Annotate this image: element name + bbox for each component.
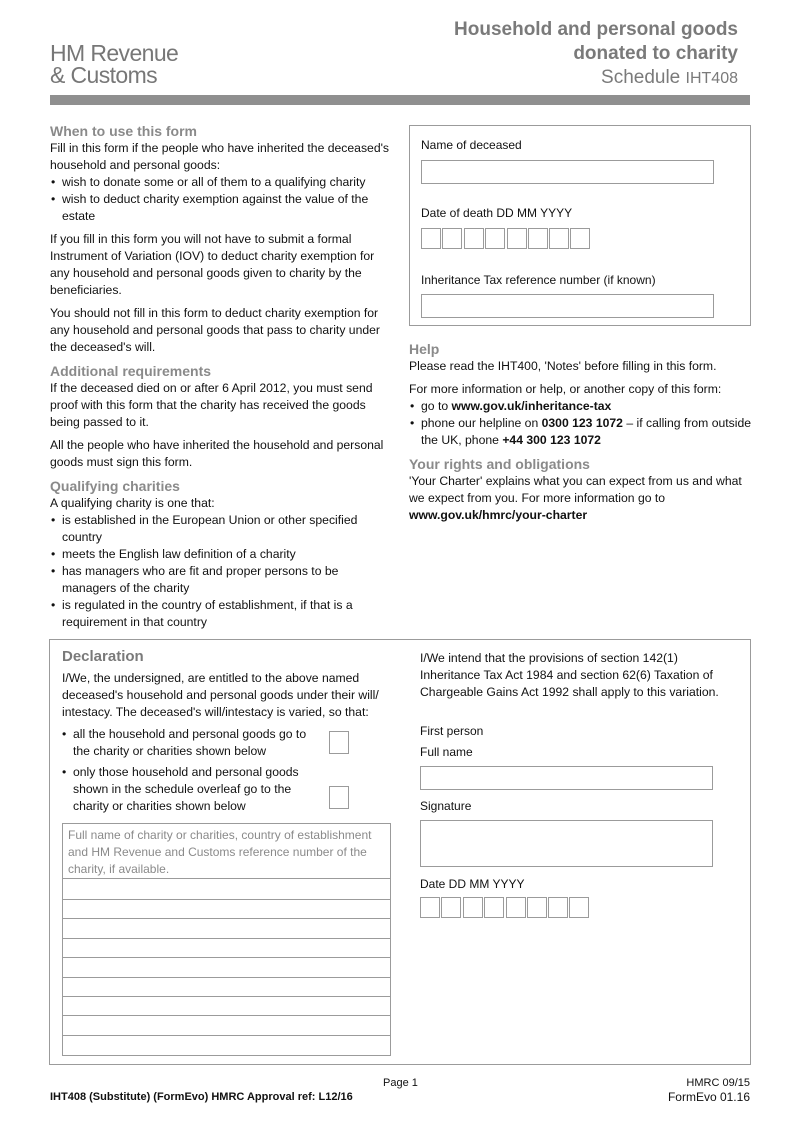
left-column — [50, 122, 390, 637]
date-digit-box[interactable] — [570, 228, 590, 249]
formevo-version: FormEvo 01.16 — [667, 1090, 750, 1104]
date-digit-box[interactable] — [442, 228, 462, 249]
deceased-name-field[interactable] — [421, 160, 714, 184]
table-row-line — [63, 1035, 390, 1036]
date-digit-box[interactable] — [569, 897, 589, 918]
logo-line-1: HM Revenue — [50, 40, 179, 66]
declaration-heading: Declaration — [62, 648, 144, 665]
date-digit-box[interactable] — [507, 228, 527, 249]
help-bullet-1-text: go to — [421, 399, 452, 413]
rights-heading: Your rights and obligations — [409, 456, 590, 472]
iht-reference-field[interactable] — [421, 294, 714, 318]
hmrc-version: HMRC 09/15 — [686, 1077, 750, 1089]
page-number: Page 1 — [383, 1077, 418, 1089]
option-some-goods-label: only those household and personal goods shown in the schedule overleaf go to the charity or charities shown below — [73, 765, 299, 813]
right-column — [409, 340, 754, 524]
rights-para: 'Your Charter' explains what you can expect from us and what we expect from you. For more information go to — [409, 474, 742, 505]
qualifying-list — [50, 512, 390, 631]
table-row-line — [63, 918, 390, 919]
option-some-goods-checkbox[interactable] — [329, 786, 349, 809]
approval-reference: IHT408 (Substitute) (FormEvo) HMRC Approval ref: L12/16 — [50, 1091, 353, 1103]
title-line-1: Household and personal goods — [454, 19, 738, 40]
help-para-1: Please read the IHT400, 'Notes' before filling in this form. — [409, 359, 717, 373]
date-of-death-field[interactable] — [421, 228, 591, 249]
date-digit-box[interactable] — [528, 228, 548, 249]
form-title — [454, 18, 738, 91]
table-row-line — [63, 977, 390, 978]
signature-date-label: Date DD MM YYYY — [420, 877, 525, 891]
iht-reference-label: Inheritance Tax reference number (if known) — [421, 273, 656, 287]
date-digit-box[interactable] — [506, 897, 526, 918]
header-divider — [50, 95, 750, 105]
list-item: • meets the English law definition of a charity — [50, 546, 390, 563]
charity-table — [62, 823, 391, 1056]
additional-para-1: If the deceased died on or after 6 April 2012, you must send proof with this form that the charity has received the goods being passed to it. — [50, 381, 373, 429]
additional-heading: Additional requirements — [50, 363, 212, 379]
list-item: • is regulated in the country of establishment, if that is a requirement in that country — [50, 597, 390, 631]
option-all-goods: • all the household and personal goods go to the charity or charities shown below — [62, 727, 307, 758]
title-line-2: donated to charity — [573, 43, 738, 64]
date-digit-box[interactable] — [441, 897, 461, 918]
date-of-death-label: Date of death DD MM YYYY — [421, 206, 573, 220]
schedule-code: IHT408 — [685, 70, 738, 87]
help-bullet-2-mid: – if calling from outside the UK, phone — [421, 416, 751, 447]
schedule-line — [454, 66, 738, 91]
date-digit-box[interactable] — [463, 897, 483, 918]
hmrc-logo — [50, 42, 178, 86]
qualifying-intro: A qualifying charity is one that: — [50, 496, 215, 510]
table-row-line — [63, 878, 390, 879]
signature-label: Signature — [420, 799, 472, 813]
schedule-word: Schedule — [601, 67, 681, 88]
international-number: +44 300 123 1072 — [502, 433, 601, 447]
logo-line-2: & Customs — [50, 62, 158, 88]
option-some-goods: • only those household and personal goods shown in the schedule overleaf go to the charity or charities shown below — [62, 765, 299, 813]
date-digit-box[interactable] — [548, 897, 568, 918]
date-digit-box[interactable] — [420, 897, 440, 918]
date-digit-box[interactable] — [464, 228, 484, 249]
date-digit-box[interactable] — [549, 228, 569, 249]
help-heading: Help — [409, 341, 440, 357]
date-digit-box[interactable] — [421, 228, 441, 249]
help-list — [409, 398, 754, 449]
list-item: • wish to deduct charity exemption against the value of the estate — [50, 191, 390, 225]
table-row-line — [63, 1015, 390, 1016]
date-digit-box[interactable] — [527, 897, 547, 918]
option-all-goods-label: all the household and personal goods go to the charity or charities shown below — [73, 727, 307, 758]
signature-field[interactable] — [420, 820, 713, 867]
list-item — [409, 398, 754, 415]
declaration-para: I/We, the undersigned, are entitled to the above named deceased's household and personal goods under their will/ intestacy. The deceased's will/intestacy is varied, so that: — [62, 671, 379, 719]
your-charter-link[interactable]: www.gov.uk/hmrc/your-charter — [409, 508, 588, 522]
full-name-label: Full name — [420, 745, 473, 759]
qualifying-heading: Qualifying charities — [50, 478, 180, 494]
when-to-use-para-1: If you fill in this form you will not have to submit a formal Instrument of Variation (IOV) to deduct charity exemption for any household and personal goods given to charity by the beneficiaries. — [50, 232, 375, 297]
table-row-line — [63, 996, 390, 997]
table-row-line — [63, 938, 390, 939]
first-person-heading: First person — [420, 724, 484, 738]
intent-statement: I/We intend that the provisions of section 142(1) Inheritance Tax Act 1984 and section 62(6) Taxation of Chargeable Gains Act 1992 shall apply to this variation. — [420, 651, 719, 699]
signature-date-field[interactable] — [420, 897, 590, 918]
when-to-use-intro: Fill in this form if the people who have inherited the deceased's household and personal goods: — [50, 141, 390, 172]
full-name-field[interactable] — [420, 766, 713, 790]
list-item: • has managers who are fit and proper persons to be managers of the charity — [50, 563, 390, 597]
list-item — [409, 415, 754, 449]
when-to-use-para-2: You should not fill in this form to deduct charity exemption for any household and personal goods that pass to charity under the deceased's will. — [50, 306, 380, 354]
list-item: • wish to donate some or all of them to a qualifying charity — [50, 174, 390, 191]
help-para-2: For more information or help, or another copy of this form: — [409, 382, 722, 396]
helpline-number: 0300 123 1072 — [541, 416, 623, 430]
list-item: • is established in the European Union or other specified country — [50, 512, 390, 546]
deceased-name-label: Name of deceased — [421, 138, 522, 152]
inheritance-tax-link[interactable]: www.gov.uk/inheritance-tax — [451, 399, 612, 413]
table-row-line — [63, 899, 390, 900]
charity-table-header: Full name of charity or charities, country of establishment and HM Revenue and Customs reference number of the charity, if available. — [68, 828, 372, 876]
date-digit-box[interactable] — [484, 897, 504, 918]
when-to-use-heading: When to use this form — [50, 123, 197, 139]
help-bullet-2-text: phone our helpline on — [421, 416, 542, 430]
additional-para-2: All the people who have inherited the household and personal goods must sign this form. — [50, 438, 384, 469]
table-row-line — [63, 957, 390, 958]
when-to-use-list — [50, 174, 390, 225]
date-digit-box[interactable] — [485, 228, 505, 249]
option-all-goods-checkbox[interactable] — [329, 731, 349, 754]
